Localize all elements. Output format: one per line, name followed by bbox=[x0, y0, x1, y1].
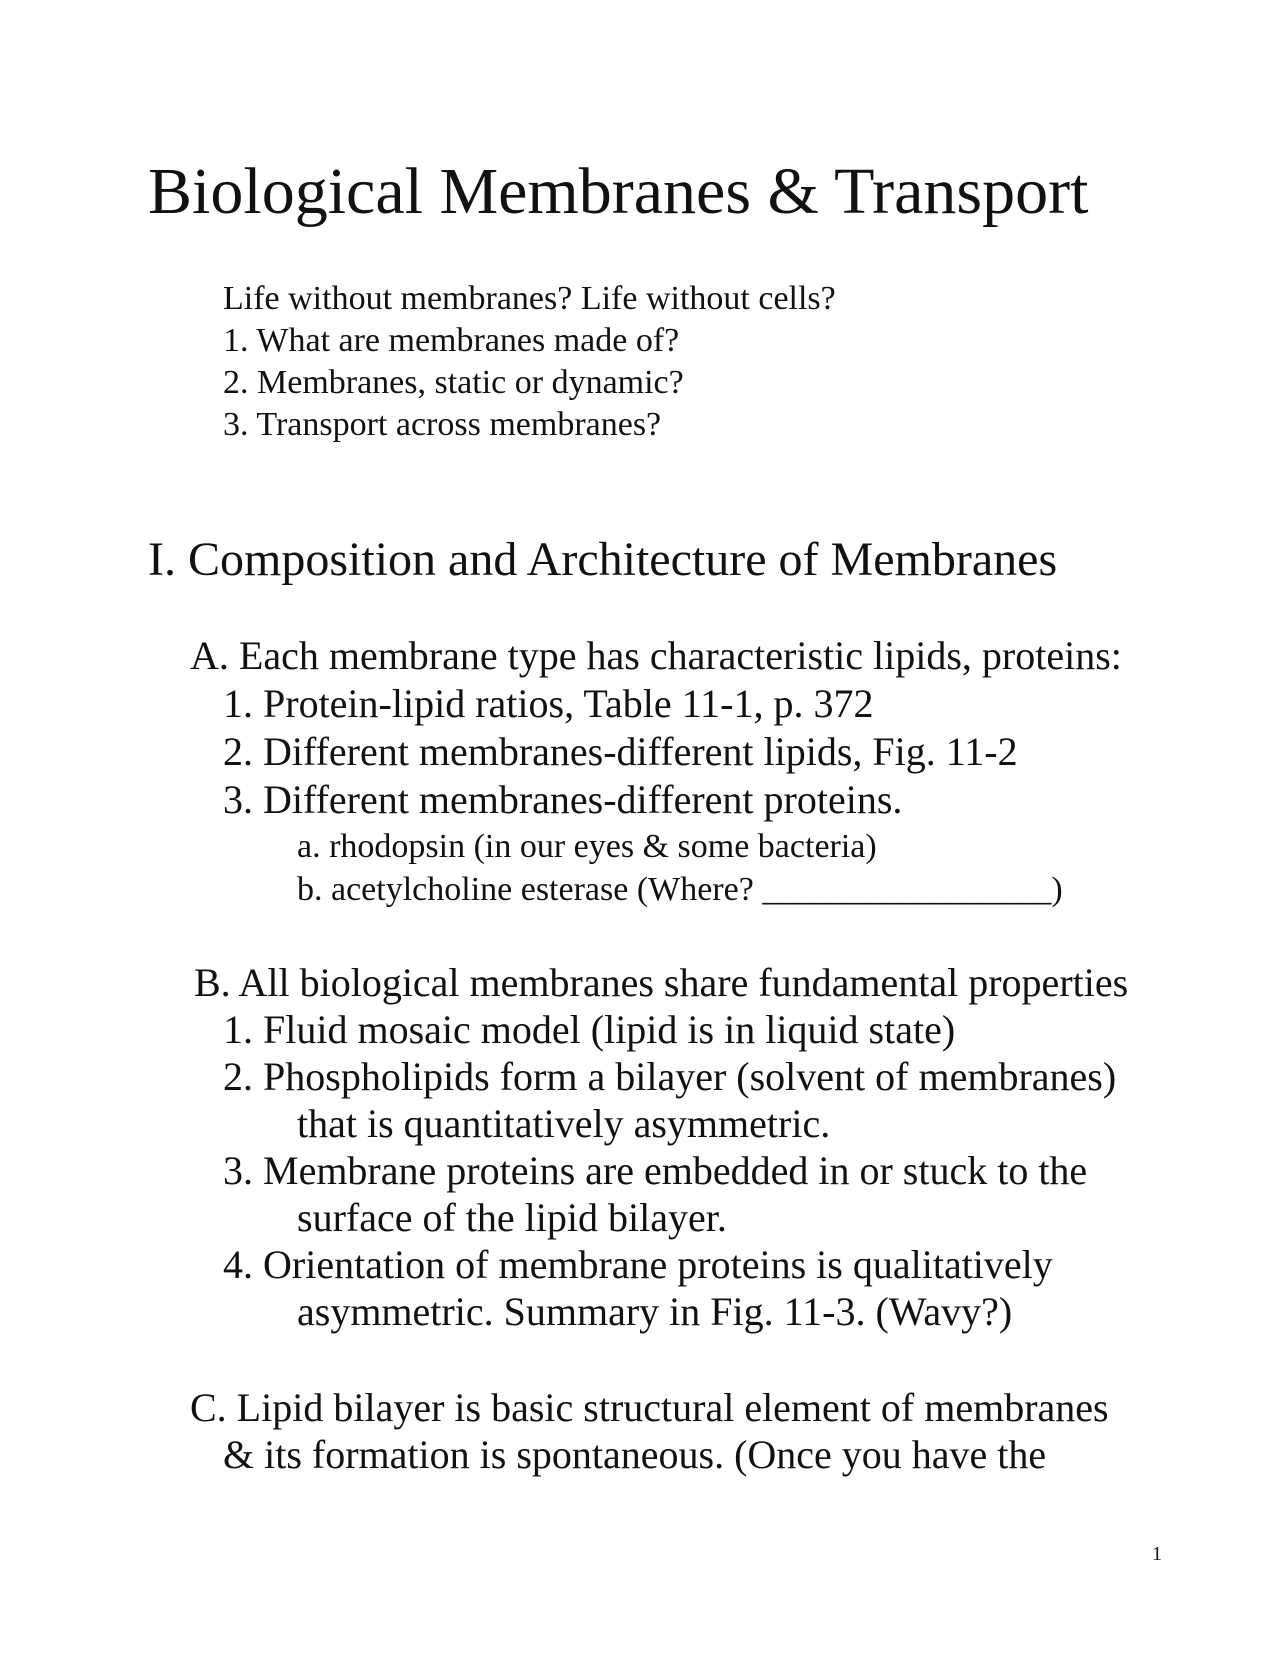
section-b-item-4-cont: asymmetric. Summary in Fig. 11-3. (Wavy?) bbox=[297, 1289, 1013, 1334]
section-a-item-2: 2. Different membranes-different lipids, Fig. 11-2 bbox=[223, 729, 1018, 774]
page-title: Biological Membranes & Transport bbox=[148, 155, 1089, 228]
section-a-heading: A. Each membrane type has characteristic lipids, proteins: bbox=[190, 633, 1122, 678]
intro-line-3: 3. Transport across membranes? bbox=[223, 406, 662, 443]
section-a-item-3: 3. Different membranes-different proteins. bbox=[223, 777, 903, 822]
section-a-item-1: 1. Protein-lipid ratios, Table 11-1, p. 372 bbox=[223, 681, 874, 726]
section-heading: I. Composition and Architecture of Membranes bbox=[148, 533, 1058, 586]
section-c-line-2: & its formation is spontaneous. (Once you have the bbox=[223, 1432, 1047, 1477]
page-number: 1 bbox=[1152, 1543, 1162, 1565]
section-a-subitem-b: b. acetylcholine esterase (Where? _________________) bbox=[297, 871, 1063, 908]
section-b-heading: B. All biological membranes share fundamental properties bbox=[194, 960, 1129, 1005]
section-c-line-1: C. Lipid bilayer is basic structural element of membranes bbox=[190, 1385, 1109, 1430]
section-b-item-3-cont: surface of the lipid bilayer. bbox=[297, 1195, 727, 1240]
section-b-item-1: 1. Fluid mosaic model (lipid is in liquid state) bbox=[223, 1007, 956, 1052]
section-b-item-2-cont: that is quantitatively asymmetric. bbox=[297, 1101, 831, 1146]
section-b-item-4: 4. Orientation of membrane proteins is qualitatively bbox=[223, 1242, 1053, 1287]
intro-line-2: 2. Membranes, static or dynamic? bbox=[223, 364, 684, 401]
section-b-item-3: 3. Membrane proteins are embedded in or stuck to the bbox=[223, 1148, 1088, 1193]
section-b-item-2: 2. Phospholipids form a bilayer (solvent of membranes) bbox=[223, 1054, 1117, 1099]
intro-line-question: Life without membranes? Life without cells? bbox=[223, 280, 836, 317]
intro-line-1: 1. What are membranes made of? bbox=[223, 322, 680, 359]
section-a-subitem-a: a. rhodopsin (in our eyes & some bacteria) bbox=[297, 828, 877, 865]
